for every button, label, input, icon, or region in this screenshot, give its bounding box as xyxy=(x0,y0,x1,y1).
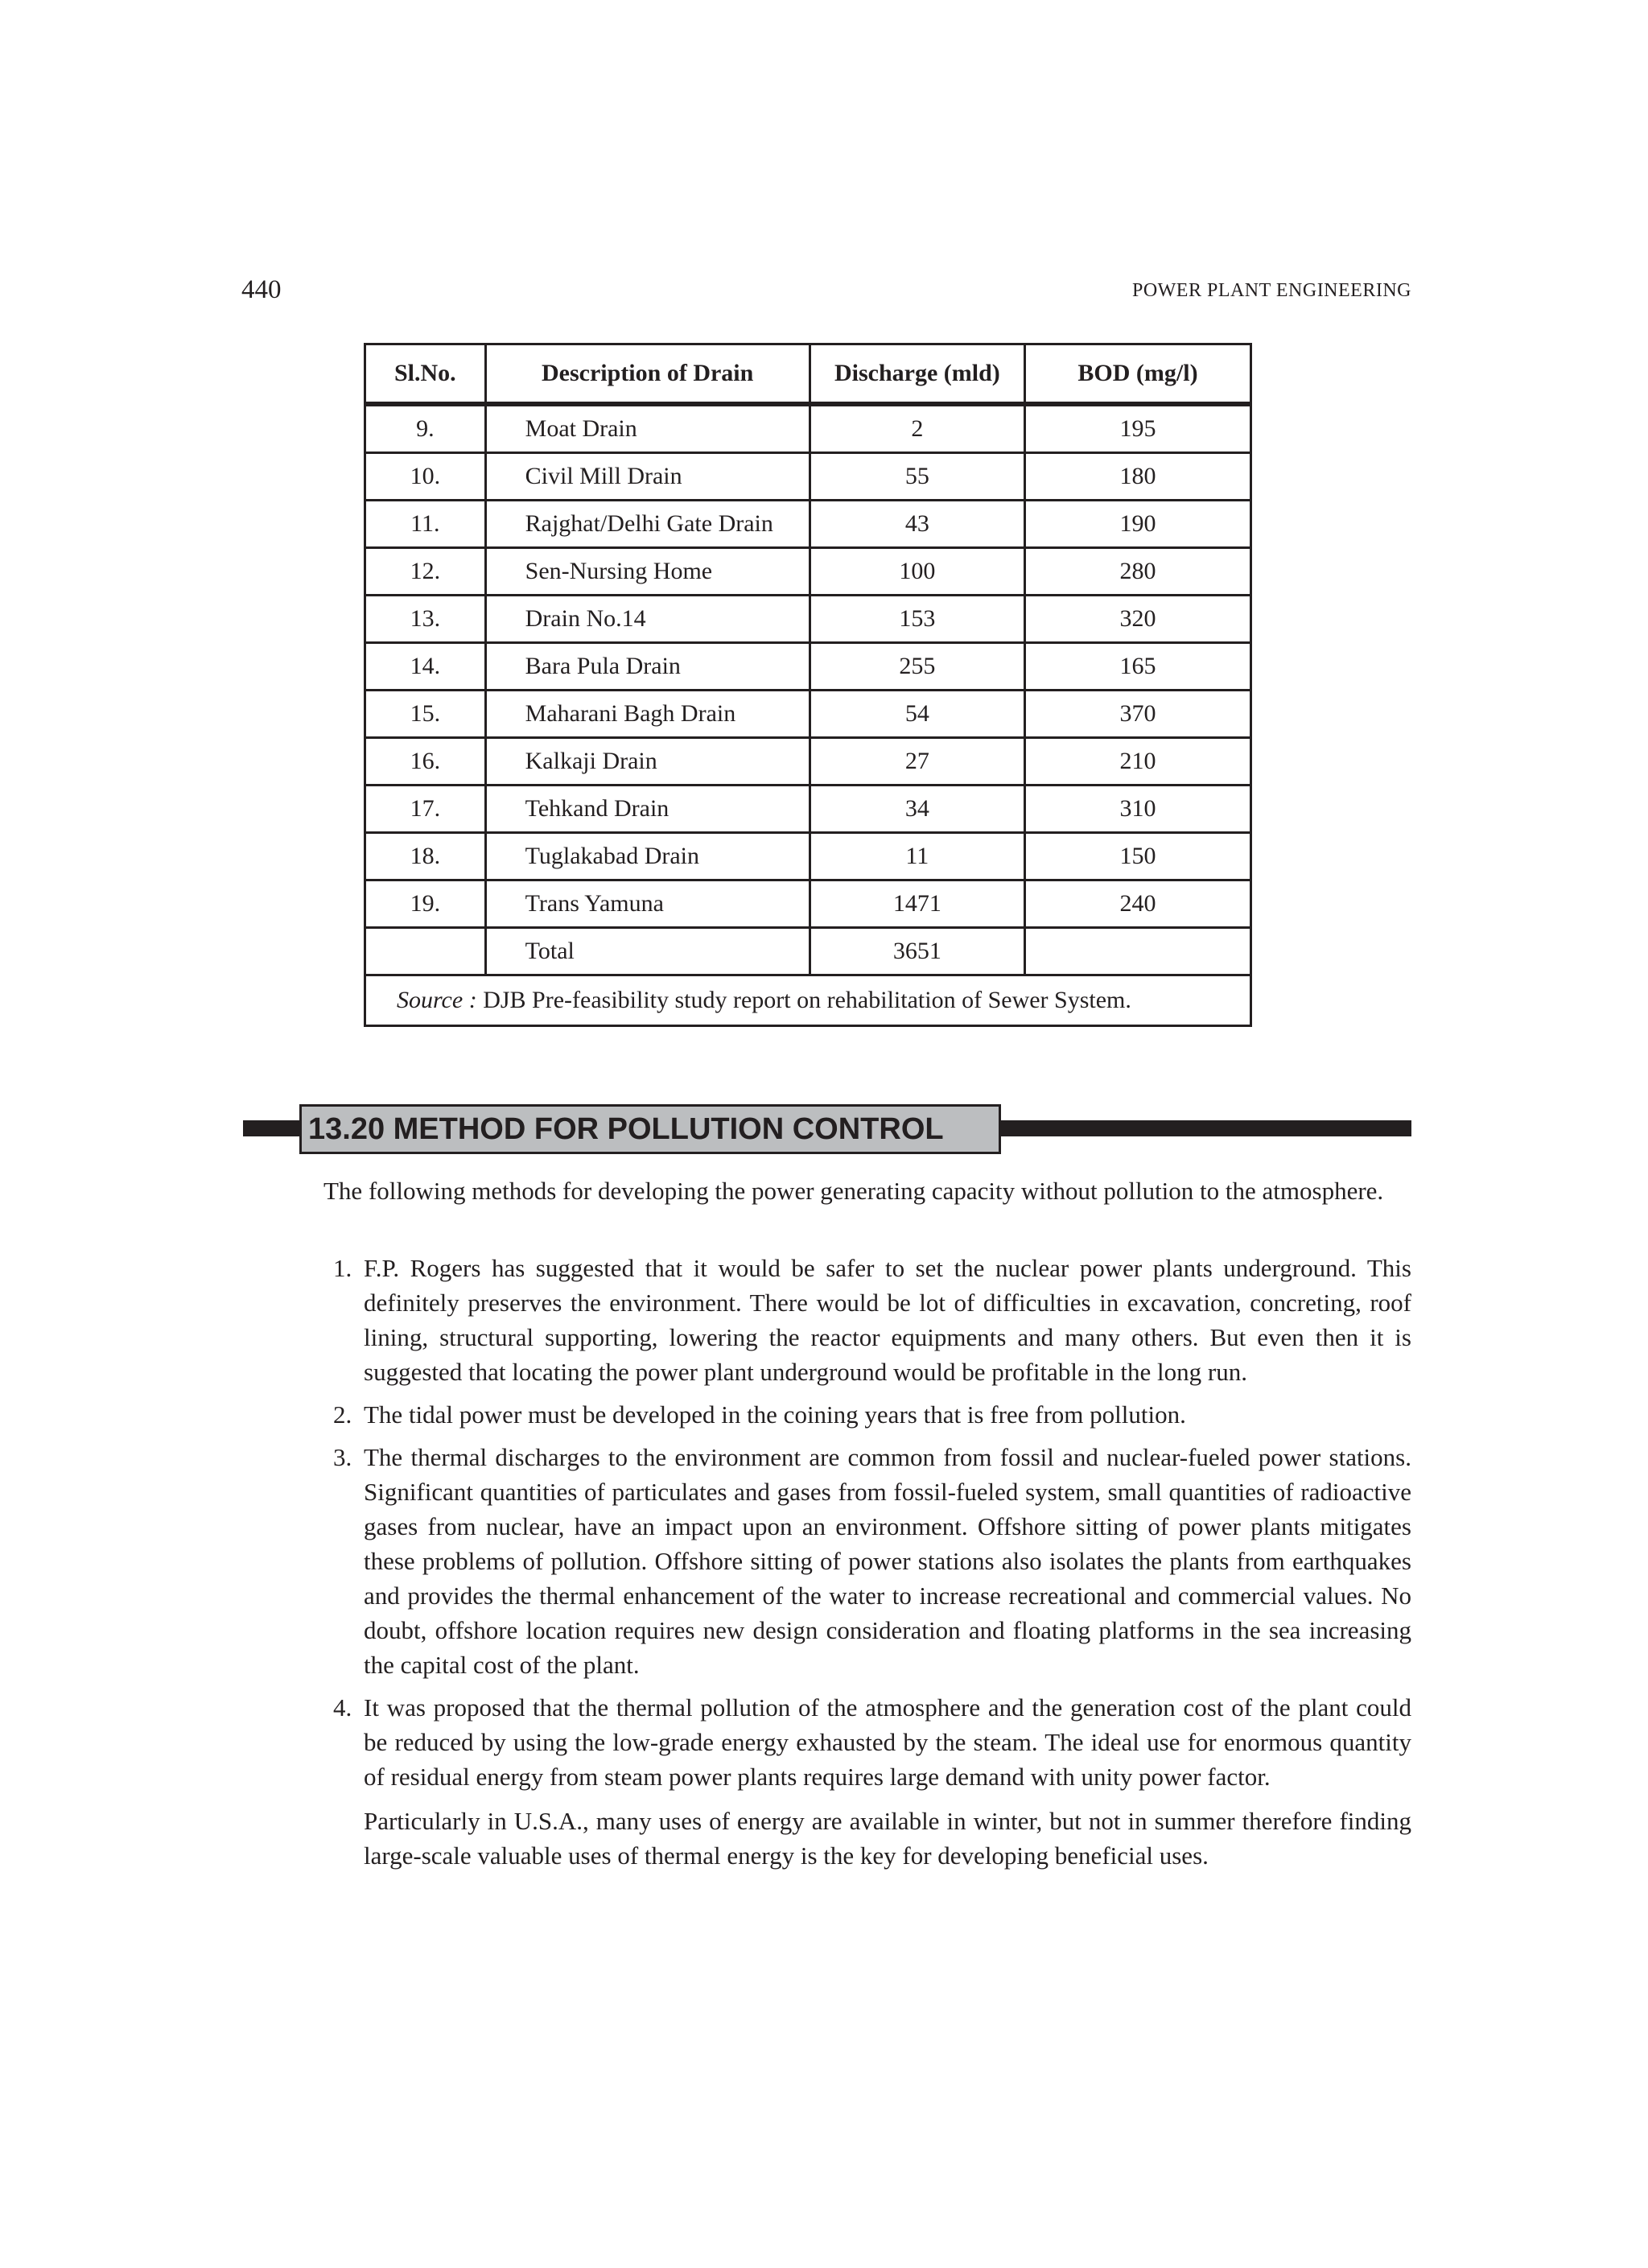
cell-description: Maharani Bagh Drain xyxy=(485,691,810,738)
cell-discharge: 54 xyxy=(810,691,1024,738)
cell-slno: 16. xyxy=(365,738,486,786)
cell-slno: 15. xyxy=(365,691,486,738)
cell-description: Bara Pula Drain xyxy=(485,643,810,691)
table-row xyxy=(365,738,1251,786)
cell-description: Moat Drain xyxy=(485,404,810,453)
cell-description: Sen-Nursing Home xyxy=(485,548,810,596)
section-heading: 13.20 METHOD FOR POLLUTION CONTROL xyxy=(299,1104,1001,1154)
cell-discharge: 43 xyxy=(810,501,1024,548)
cell-slno: 18. xyxy=(365,833,486,880)
source-text: DJB Pre-feasibility study report on rehabilitation of Sewer System. xyxy=(483,987,1131,1013)
methods-list xyxy=(241,1251,1411,1881)
cell-slno: 12. xyxy=(365,548,486,596)
cell-discharge: 1471 xyxy=(810,880,1024,928)
col-header-slno: Sl.No. xyxy=(365,344,486,405)
table-header-row xyxy=(365,344,1251,405)
cell-bod: 280 xyxy=(1025,548,1251,596)
cell-description: Tuglakabad Drain xyxy=(485,833,810,880)
table-row xyxy=(365,501,1251,548)
cell-bod: 195 xyxy=(1025,404,1251,453)
item-number: 2. xyxy=(333,1400,352,1429)
item-text: It was proposed that the thermal pollution of the atmosphere and the generation cost of the plant could be reduced by using the low-grade energy exhausted by the steam. The ideal use for enormous quantity of residual energy from steam power plants requires large demand with unity power factor. xyxy=(364,1693,1411,1791)
cell-description: Tehkand Drain xyxy=(485,786,810,833)
cell-bod: 310 xyxy=(1025,786,1251,833)
cell-description: Trans Yamuna xyxy=(485,880,810,928)
table-row xyxy=(365,786,1251,833)
cell-discharge: 255 xyxy=(810,643,1024,691)
cell-discharge: 11 xyxy=(810,833,1024,880)
col-header-bod: BOD (mg/l) xyxy=(1025,344,1251,405)
total-label: Total xyxy=(485,928,810,975)
running-head: POWER PLANT ENGINEERING xyxy=(1131,280,1411,301)
table-source-row xyxy=(365,975,1251,1026)
list-item xyxy=(241,1440,1411,1682)
cell-slno: 19. xyxy=(365,880,486,928)
cell-description: Rajghat/Delhi Gate Drain xyxy=(485,501,810,548)
item-extra-paragraph: Particularly in U.S.A., many uses of energy are available in winter, but not in summer therefore finding large-scale valuable uses of thermal energy is the key for developing beneficial uses. xyxy=(364,1807,1411,1870)
cell-slno: 13. xyxy=(365,596,486,643)
col-header-description: Description of Drain xyxy=(485,344,810,405)
cell-discharge: 34 xyxy=(810,786,1024,833)
table-row xyxy=(365,404,1251,453)
table-row xyxy=(365,643,1251,691)
source-label: Source : xyxy=(397,987,477,1013)
table-row xyxy=(365,833,1251,880)
cell-description: Civil Mill Drain xyxy=(485,453,810,501)
item-number: 4. xyxy=(333,1693,352,1722)
table-total-row xyxy=(365,928,1251,975)
cell-description: Kalkaji Drain xyxy=(485,738,810,786)
cell-discharge: 100 xyxy=(810,548,1024,596)
page-number: 440 xyxy=(241,275,282,304)
cell-discharge: 55 xyxy=(810,453,1024,501)
cell-slno: 17. xyxy=(365,786,486,833)
cell-bod: 180 xyxy=(1025,453,1251,501)
total-discharge: 3651 xyxy=(810,928,1024,975)
cell-discharge: 2 xyxy=(810,404,1024,453)
cell-bod: 210 xyxy=(1025,738,1251,786)
cell-bod: 165 xyxy=(1025,643,1251,691)
cell-slno-empty xyxy=(365,928,486,975)
item-number: 1. xyxy=(333,1254,352,1282)
list-item xyxy=(241,1251,1411,1389)
cell-slno: 11. xyxy=(365,501,486,548)
cell-bod: 190 xyxy=(1025,501,1251,548)
cell-bod: 320 xyxy=(1025,596,1251,643)
intro-paragraph: The following methods for developing the power generating capacity without pollution to the atmosphere. xyxy=(323,1177,1384,1205)
item-text: F.P. Rogers has suggested that it would be safer to set the nuclear power plants underground. This definitely preserves the environment. There would be lot of difficulties in excavation, concreting, roof lining, structural supporting, lowering the reactor equipments and many others. But even then it is suggested that locating the power plant underground would be profitable in the long run. xyxy=(364,1254,1411,1386)
item-text: The thermal discharges to the environment are common from fossil and nuclear-fueled power stations. Significant quantities of particulates and gases from fossil-fueled system, small quantities of radioactive gases from nuclear, have an impact upon an environment. Offshore sitting of power plants mitigates these problems of pollution. Offshore sitting of power stations also isolates the plants from earthquakes and provides the thermal enhancement of the water to increase recreational and commercial values. No doubt, offshore location requires new design consideration and floating platforms in the sea increasing the capital cost of the plant. xyxy=(364,1443,1411,1679)
cell-slno: 14. xyxy=(365,643,486,691)
cell-discharge: 27 xyxy=(810,738,1024,786)
col-header-discharge: Discharge (mld) xyxy=(810,344,1024,405)
cell-bod: 150 xyxy=(1025,833,1251,880)
table-row xyxy=(365,548,1251,596)
cell-discharge: 153 xyxy=(810,596,1024,643)
drain-table xyxy=(364,343,1252,1027)
table-row xyxy=(365,880,1251,928)
list-item xyxy=(241,1397,1411,1432)
list-item xyxy=(241,1690,1411,1873)
source-cell xyxy=(365,975,1251,1026)
table-row xyxy=(365,596,1251,643)
cell-bod: 240 xyxy=(1025,880,1251,928)
item-number: 3. xyxy=(333,1443,352,1471)
cell-bod-empty xyxy=(1025,928,1251,975)
cell-description: Drain No.14 xyxy=(485,596,810,643)
table-row xyxy=(365,453,1251,501)
table-row xyxy=(365,691,1251,738)
cell-bod: 370 xyxy=(1025,691,1251,738)
cell-slno: 9. xyxy=(365,404,486,453)
item-text: The tidal power must be developed in the coining years that is free from pollution. xyxy=(364,1400,1186,1429)
cell-slno: 10. xyxy=(365,453,486,501)
